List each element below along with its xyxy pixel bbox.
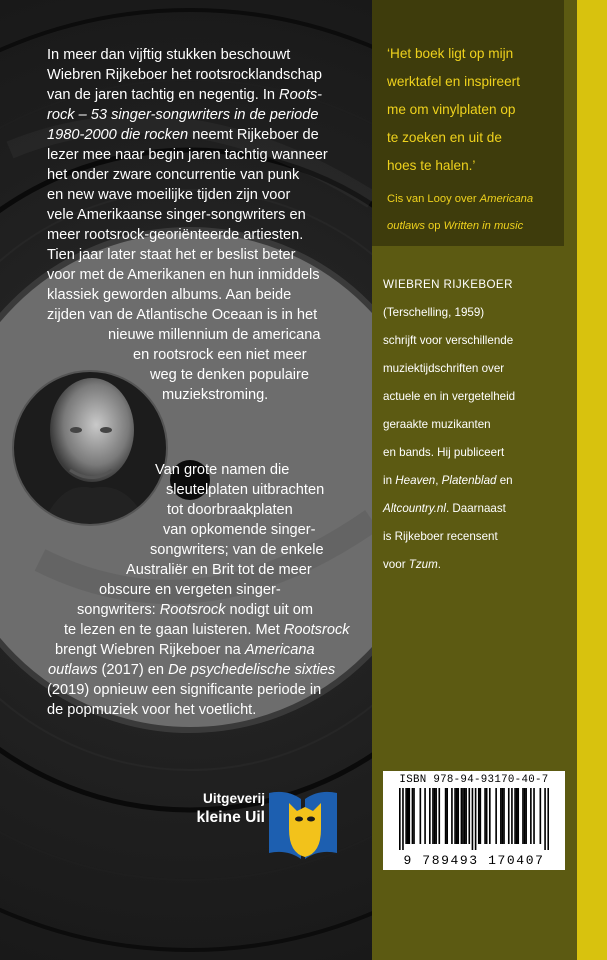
blurb-line: het onder zware concurrentie van punk <box>47 167 300 183</box>
publisher-line-1: Uitgeverij <box>203 791 265 806</box>
bio-line: in Heaven, Platenblad en <box>383 474 513 487</box>
attribution-line: Cis van Looy over Americana <box>387 193 534 205</box>
blurb-line: Wiebren Rijkeboer het rootsrocklandschap <box>47 67 322 83</box>
barcode-bar <box>480 788 482 844</box>
barcode-bar <box>475 788 477 850</box>
blurb-line: obscure en vergeten singer- <box>99 582 281 598</box>
barcode-bar <box>522 788 524 844</box>
blurb-line: outlaws (2017) en De psychedelische sixties <box>48 662 336 678</box>
quote-line: werktafel en inspireert <box>387 74 520 89</box>
attribution-line: outlaws op Written in music <box>387 220 524 232</box>
barcode-bar <box>420 788 422 844</box>
blurb-line: rock – 53 singer-songwriters in de periode <box>47 107 319 123</box>
barcode-digits: 9 789493 170407 <box>403 853 545 868</box>
barcode-bar <box>429 788 431 844</box>
barcode-bar <box>495 788 497 844</box>
barcode-bar <box>478 788 480 844</box>
blurb-line: klassiek geworden albums. Aan beide <box>47 287 292 303</box>
barcode-bar <box>445 788 447 844</box>
blurb-line: songwriters; van de enkele <box>150 542 324 558</box>
barcode-bar <box>438 788 440 844</box>
barcode-bar <box>544 788 546 850</box>
blurb-line: vele Amerikaanse singer-songwriters en <box>47 207 306 223</box>
barcode-bar <box>514 788 516 844</box>
blurb-line: (2019) opnieuw een significante periode in <box>47 682 322 698</box>
barcode-bar <box>461 788 463 844</box>
barcode-bar <box>524 788 526 844</box>
blurb-line: en new wave moeilijke tijden zijn voor <box>47 187 291 203</box>
owl-book-logo-icon <box>267 785 339 863</box>
blurb-line: te lezen en te gaan luisteren. Met Rootsrock <box>64 622 350 638</box>
blurb-line: en rootsrock een niet meer <box>133 347 307 363</box>
barcode-bar <box>456 788 458 844</box>
barcode-bar <box>484 788 486 844</box>
blurb-line: voor met de Amerikanen en hun inmiddels <box>47 267 320 283</box>
barcode-bar <box>399 788 401 850</box>
barcode-bar <box>503 788 505 844</box>
blurb-line: muziekstroming. <box>162 387 269 403</box>
barcode-bar <box>525 788 527 844</box>
blurb-line: weg te denken populaire <box>150 367 310 383</box>
barcode-bar <box>500 788 502 844</box>
bio-line: en bands. Hij publiceert <box>383 446 505 459</box>
blurb-line: Van grote namen die <box>155 462 290 478</box>
barcode-bar <box>424 788 426 844</box>
barcode-bar <box>533 788 535 844</box>
barcode-bar <box>454 788 456 844</box>
barcode-bar <box>434 788 436 844</box>
quote-line: te zoeken en uit de <box>387 130 502 145</box>
barcode-bar <box>435 788 437 844</box>
barcode-bar <box>511 788 513 844</box>
bio-line: actuele en in vergetelheid <box>383 390 516 403</box>
barcode-bars <box>399 788 549 850</box>
spine-strip <box>577 0 607 960</box>
quote-line: hoes te halen.’ <box>387 158 476 173</box>
isbn-barcode <box>383 771 565 870</box>
blurb-line: In meer dan vijftig stukken beschouwt <box>47 47 291 63</box>
barcode-bar <box>413 788 415 844</box>
blurb-line: sleutelplaten uitbrachten <box>166 482 325 498</box>
quote-line: me om vinylplaten op <box>387 102 516 117</box>
publisher-line-2: kleine Uil <box>196 809 265 826</box>
blurb-line: nieuwe millennium de americana <box>108 327 321 343</box>
barcode-bar <box>432 788 434 844</box>
barcode-bar <box>465 788 467 844</box>
barcode-bar <box>462 788 464 844</box>
blurb-line: lezer mee naar begin jaren tachtig wanneer <box>47 147 328 163</box>
barcode-bar <box>457 788 459 844</box>
bio-line: is Rijkeboer recensent <box>383 530 498 543</box>
blurb-line: Tien jaar later staat het er beslist beter <box>47 247 296 263</box>
blurb-line: songwriters: Rootsrock nodigt uit om <box>77 602 314 618</box>
blurb-line: meer rootsrock-georiënteerde artiesten. <box>47 227 304 243</box>
bio-line: (Terschelling, 1959) <box>383 306 485 319</box>
barcode-bar <box>530 788 532 844</box>
barcode-bar <box>408 788 410 844</box>
bio-line: WIEBREN RIJKEBOER <box>383 278 513 291</box>
barcode-bar <box>405 788 407 844</box>
blurb-line: van de jaren tachtig en negentig. In Roots- <box>47 87 323 103</box>
blurb-line: brengt Wiebren Rijkeboer na Americana <box>55 642 315 658</box>
barcode-bar <box>464 788 466 844</box>
isbn-label: ISBN 978-94-93170-40-7 <box>399 774 549 786</box>
barcode-bar <box>468 788 470 844</box>
blurb-line: zijden van de Atlantische Oceaan is in het <box>47 307 318 323</box>
barcode-bar <box>451 788 453 844</box>
barcode-bar <box>402 788 404 850</box>
barcode-bar <box>547 788 549 850</box>
blurb-line: 1980-2000 die rocken neemt Rijkeboer de <box>47 127 319 143</box>
quote-line: ‘Het boek ligt op mijn <box>387 46 514 61</box>
barcode-bar <box>407 788 409 844</box>
barcode-bar <box>508 788 510 844</box>
barcode-bar <box>516 788 518 844</box>
publisher-name <box>150 790 265 828</box>
bio-line: geraakte muzikanten <box>383 418 491 431</box>
barcode-bar <box>446 788 448 844</box>
blurb-line: Australiër en Brit tot de meer <box>126 562 312 578</box>
barcode-bar <box>486 788 488 844</box>
barcode-bar <box>540 788 542 844</box>
barcode-bar <box>517 788 519 844</box>
barcode-bar <box>489 788 491 844</box>
blurb-line: tot doorbraakplaten <box>167 502 293 518</box>
blurb-line: van opkomende singer- <box>163 522 316 538</box>
barcode-bar <box>502 788 504 844</box>
blurb-line: de popmuziek voor het voetlicht. <box>47 702 257 718</box>
bio-line: muziektijdschriften over <box>383 362 505 375</box>
barcode-bar <box>472 788 474 850</box>
barcode-bar <box>412 788 414 844</box>
bio-line: voor Tzum. <box>383 558 441 571</box>
review-quote-box <box>372 0 564 246</box>
bio-line: Altcountry.nl. Daarnaast <box>383 502 506 515</box>
bio-line: schrijft voor verschillende <box>383 334 514 347</box>
